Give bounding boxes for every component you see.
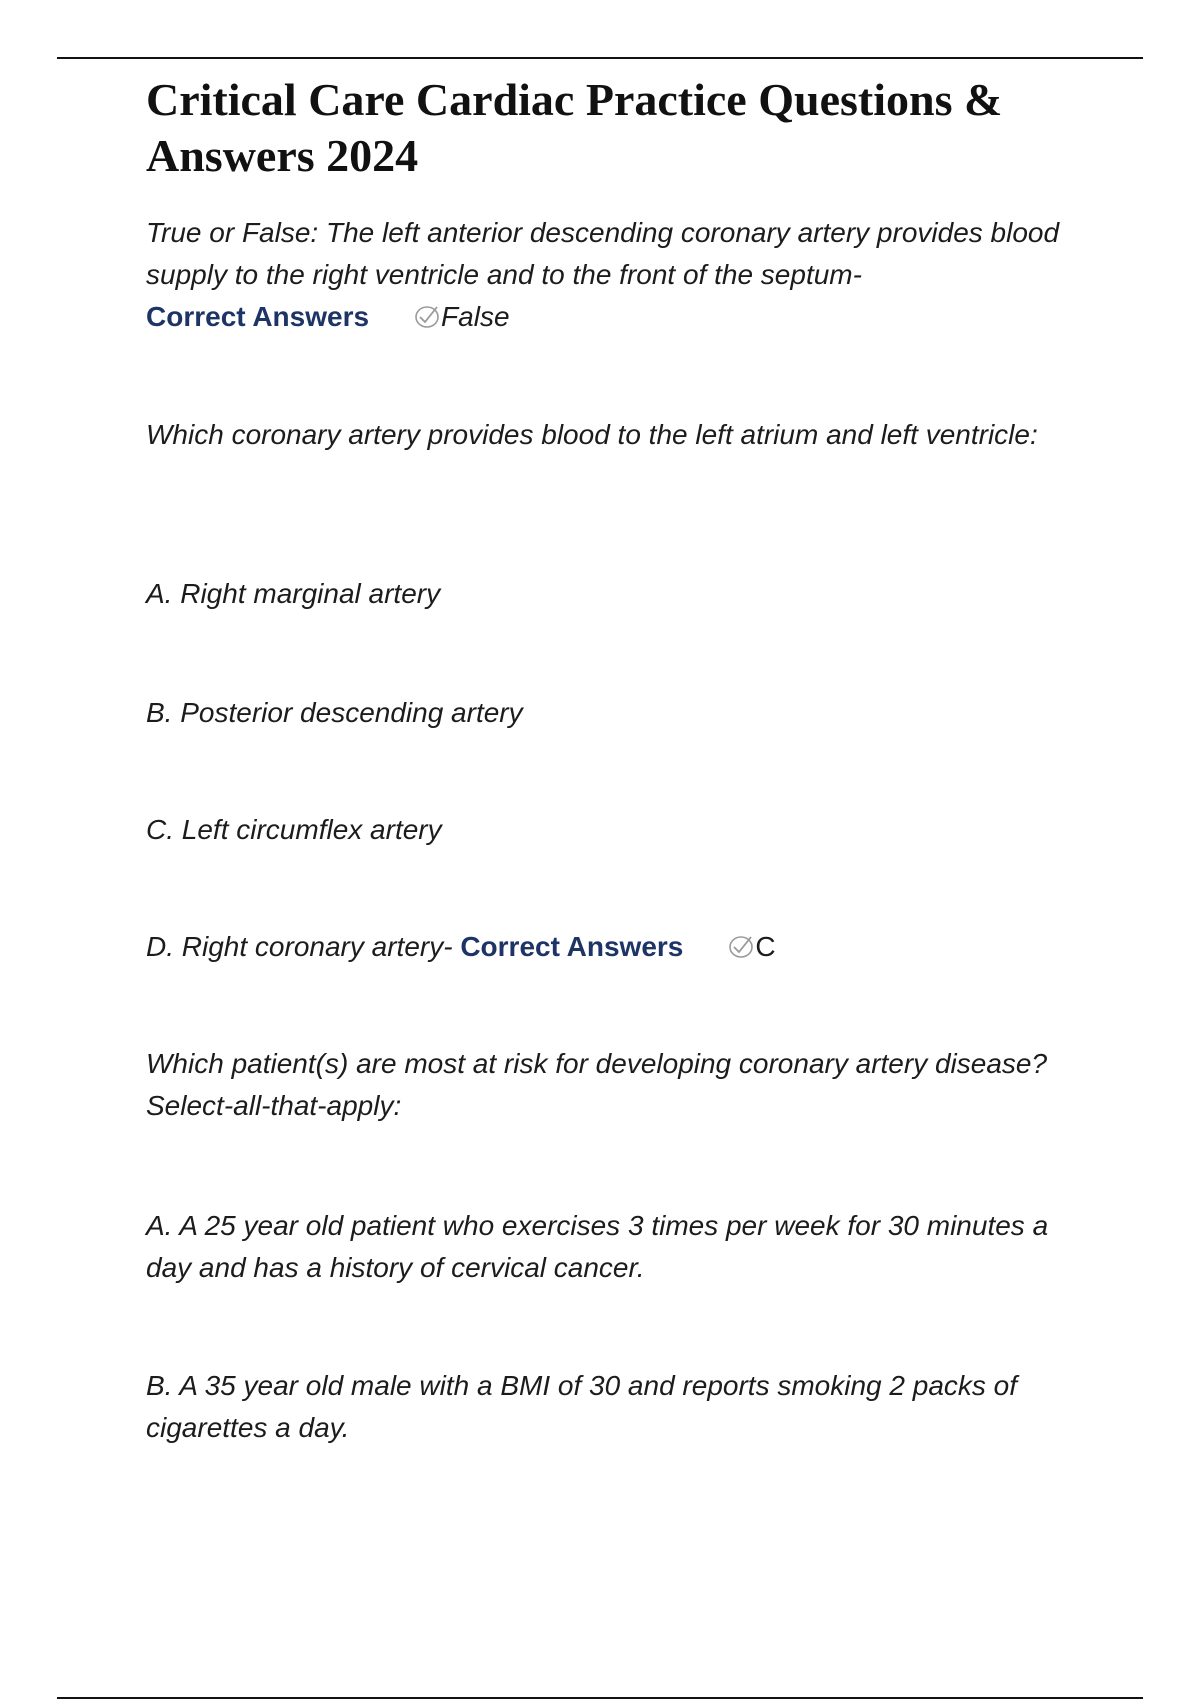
question-2: Which coronary artery provides blood to the left atrium and left ventricle: [146, 419, 1038, 450]
question-2-option-d [146, 926, 1086, 972]
question-2-answer-value: C [755, 931, 776, 962]
question-1 [146, 212, 1086, 342]
top-divider [57, 57, 1143, 59]
check-mark-icon [727, 930, 755, 972]
check-mark-icon [413, 300, 441, 342]
question-1-text: True or False: The left anterior descending coronary artery provides blood supply to the right ventricle and to the front of the septum- [146, 217, 1060, 290]
question-2-option-a: A. Right marginal artery [146, 578, 441, 609]
question-2-answer-label: Correct Answers [460, 931, 684, 962]
question-2-option-d-text: D. Right coronary artery- [146, 931, 453, 962]
question-3-option-b: B. A 35 year old male with a BMI of 30 and reports smoking 2 packs of cigarettes a day. [146, 1370, 1018, 1443]
question-2-option-c: C. Left circumflex artery [146, 814, 442, 845]
question-3: Which patient(s) are most at risk for developing coronary artery disease? Select-all-that-apply: [146, 1048, 1048, 1121]
question-1-answer-label: Correct Answers [146, 301, 370, 332]
question-2-option-b: B. Posterior descending artery [146, 697, 523, 728]
question-1-answer-value: False [441, 301, 510, 332]
page-title: Critical Care Cardiac Practice Questions & Answers 2024 [146, 74, 1003, 181]
bottom-divider [57, 1697, 1143, 1699]
question-3-option-a: A. A 25 year old patient who exercises 3 times per week for 30 minutes a day and has a history of cervical cancer. [146, 1210, 1049, 1283]
